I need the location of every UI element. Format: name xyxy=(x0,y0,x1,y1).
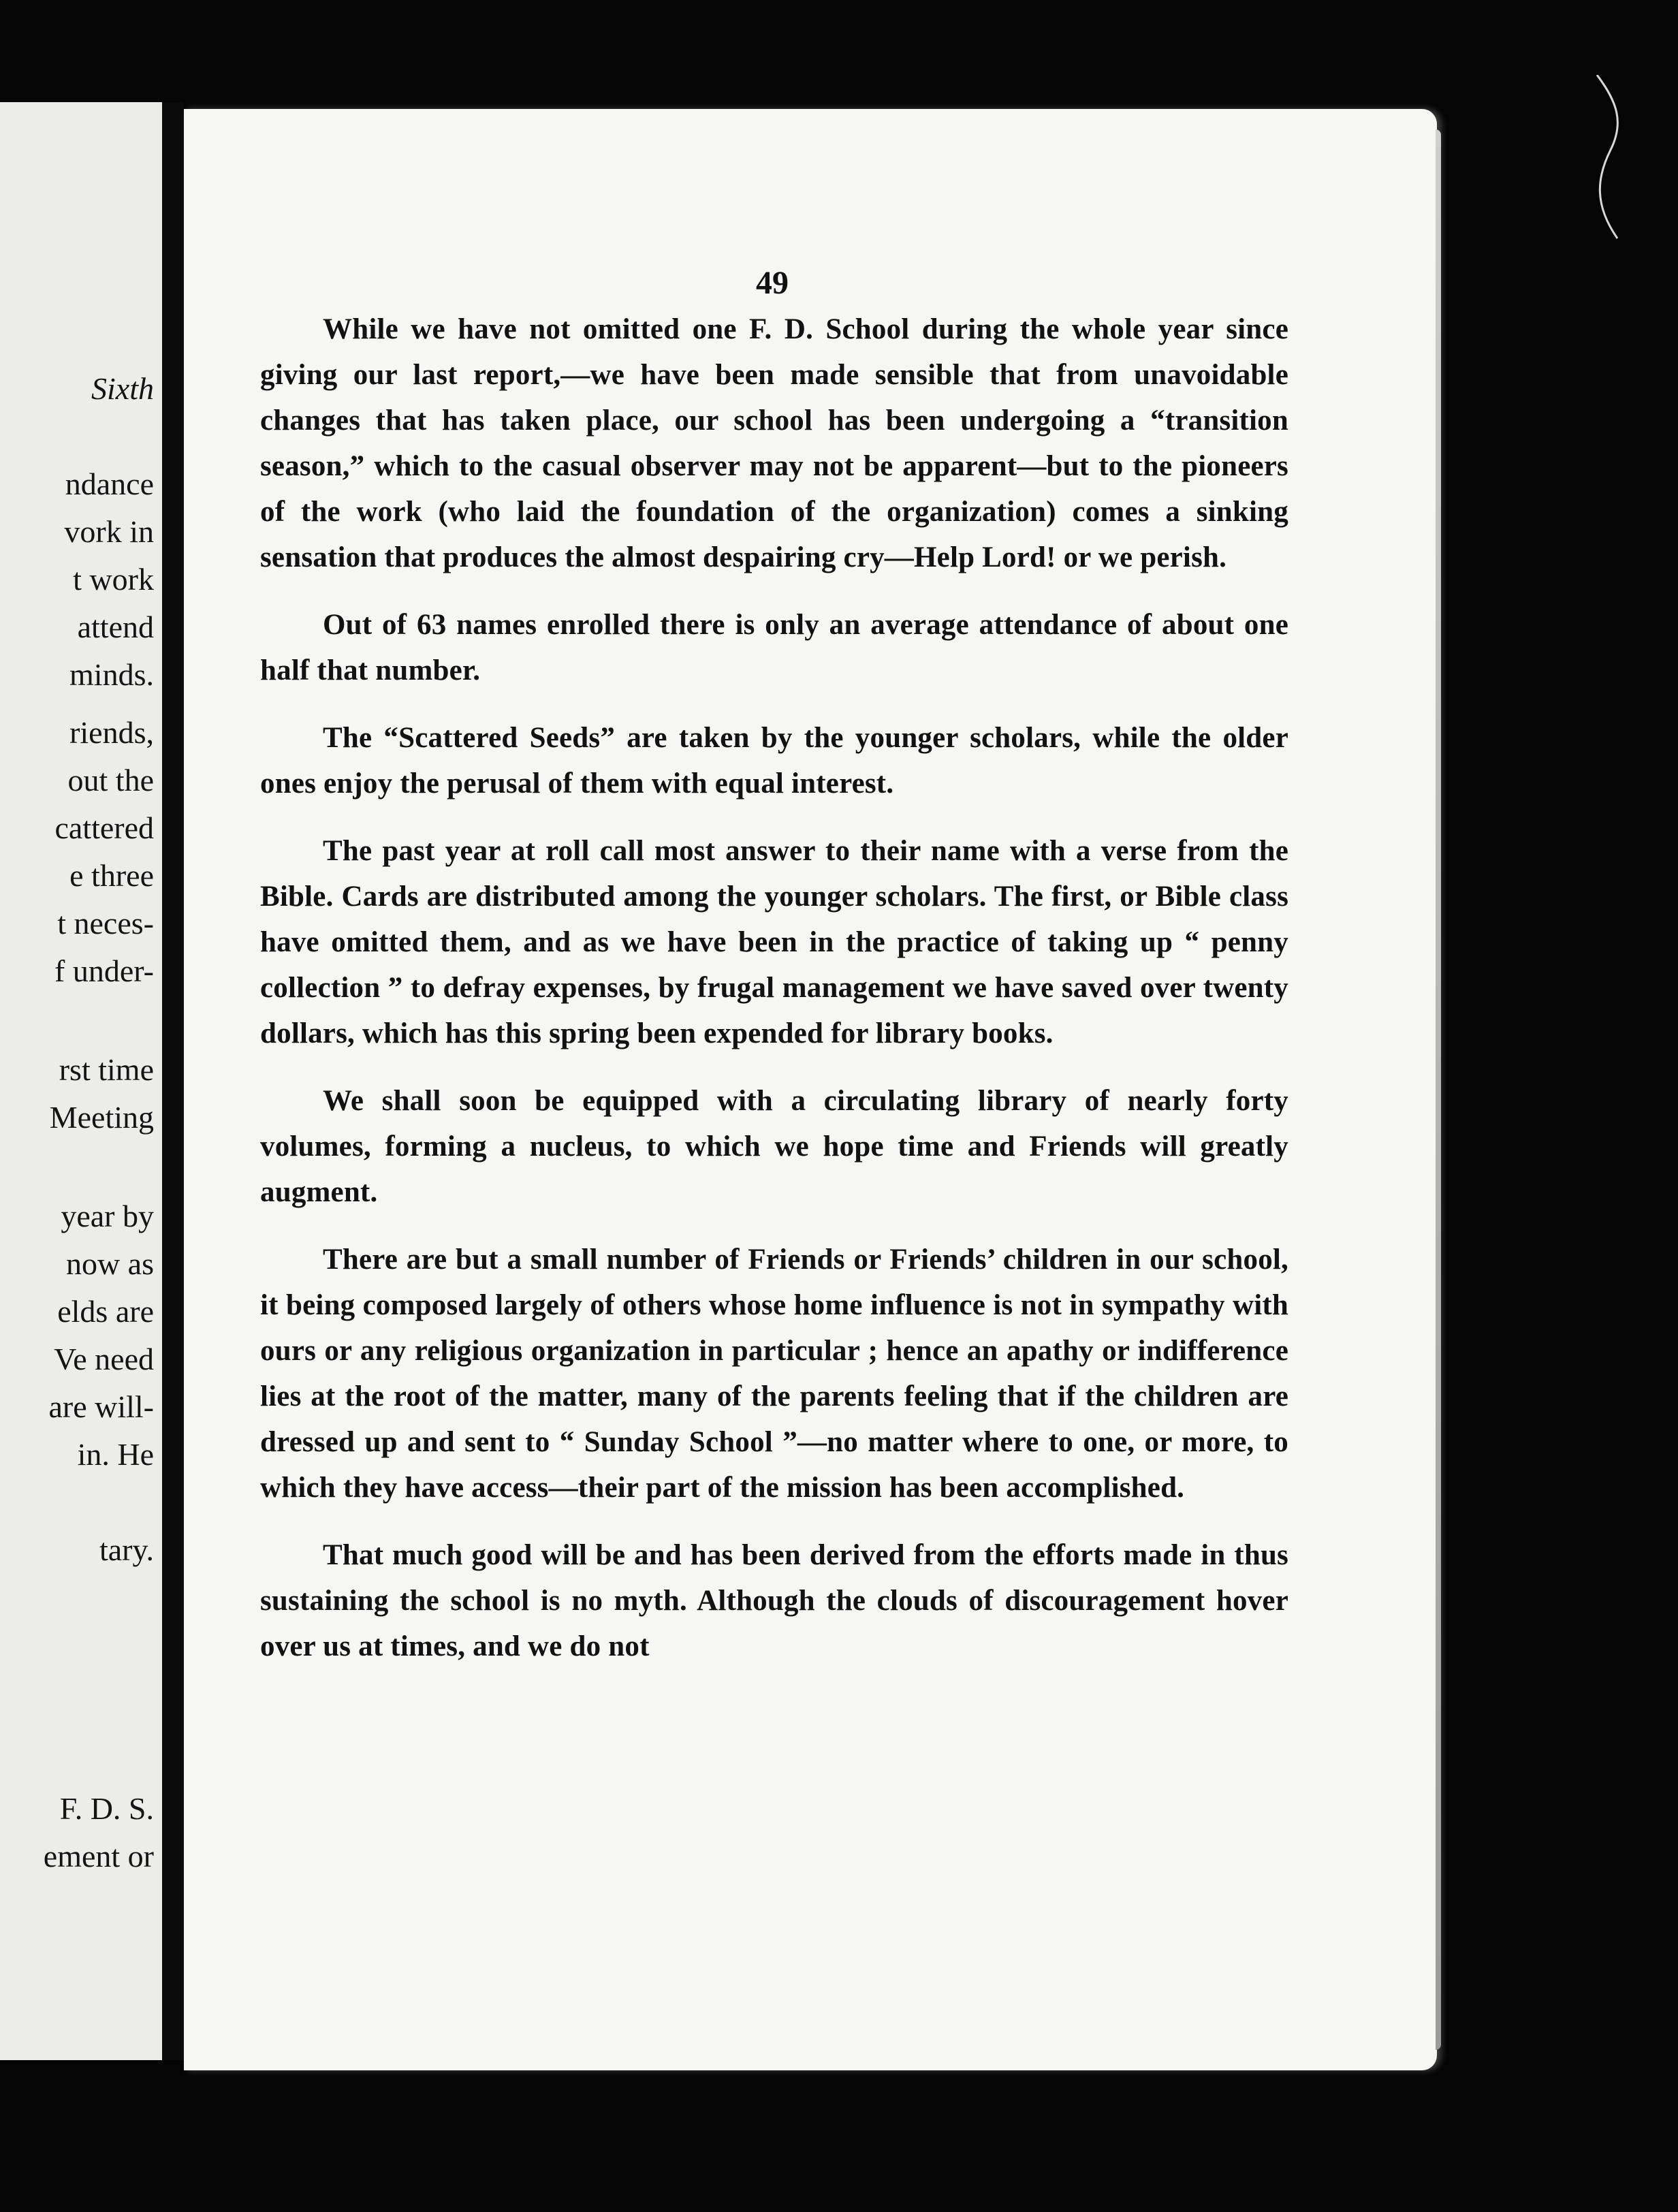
page-edge xyxy=(1436,129,1441,2050)
page-number: 49 xyxy=(756,265,789,301)
left-page-line: ndance xyxy=(65,467,154,501)
left-page-line: t work xyxy=(73,562,154,597)
left-page-line: are will- xyxy=(48,1389,154,1424)
paragraph: That much good will be and has been derived from the efforts made in thus sustaining the school is no myth. Although the clouds of discouragement hover over us at times, and we do not xyxy=(260,1539,1288,1662)
left-page-line: minds. xyxy=(69,657,154,692)
left-page-line: t neces- xyxy=(57,906,154,941)
left-page-line: elds are xyxy=(57,1294,154,1329)
paragraph: We shall soon be equipped with a circulating library of nearly forty volumes, forming a nucleus, to which we hope time and Friends will greatly augment. xyxy=(260,1085,1288,1208)
page-body-text xyxy=(260,306,1288,1691)
book-gutter xyxy=(162,102,184,2060)
left-page-line: ement or xyxy=(43,1839,154,1874)
left-page-line: Ve need xyxy=(54,1342,154,1376)
left-page-line: cattered xyxy=(54,810,154,845)
left-page-line: tary. xyxy=(99,1532,154,1567)
left-page-line: Sixth xyxy=(91,371,154,406)
left-page-line: riends, xyxy=(69,715,154,750)
left-page-line: vork in xyxy=(64,514,154,549)
left-page-line: year by xyxy=(61,1199,154,1233)
left-page-line: F. D. S. xyxy=(59,1791,154,1826)
paragraph: The past year at roll call most answer to their name with a verse from the Bible. Cards are distributed among the younger scholars. The first, or Bible class have omitted them, and as we have been in the practice of taking up “ penny collection ” to defray expenses, by frugal management we have saved over twenty dollars, which has this spring been expended for library books. xyxy=(260,835,1288,1049)
left-page-line: out the xyxy=(67,763,154,797)
paragraph: While we have not omitted one F. D. School during the whole year since giving our last report,—we have been made sensible that from unavoidable changes that has taken place, our school has been undergoing a “transition season,” which to the casual observer may not be apparent—but to the pioneers of the work (who laid the foundation of the organization) comes a sinking sensation that produces the almost despairing cry—Help Lord! or we perish. xyxy=(260,313,1288,573)
paragraph: There are but a small number of Friends or Friends’ children in our school, it being composed largely of others whose home influence is not in sympathy with ours or any religious organization in particular ; hence an apathy or indifference lies at the root of the matter, many of the parents feeling that if the children are dressed up and sent to “ Sunday School ”—no matter where to one, or more, to which they have access—their part of the mission has been accomplished. xyxy=(260,1244,1288,1504)
paragraph: The “Scattered Seeds” are taken by the younger scholars, while the older ones enjoy the perusal of them with equal interest. xyxy=(260,722,1288,800)
margin-scribble xyxy=(1590,75,1631,245)
left-page-line: attend xyxy=(77,610,154,644)
left-page-line: e three xyxy=(69,858,154,893)
left-page-line: rst time xyxy=(59,1052,154,1087)
left-page-line: Meeting xyxy=(49,1100,154,1135)
paragraph: Out of 63 names enrolled there is only an average attendance of about one half that number. xyxy=(260,609,1288,686)
left-page-line: now as xyxy=(65,1246,154,1281)
left-page-line: in. He xyxy=(77,1437,154,1472)
left-page-line: f under- xyxy=(54,953,154,988)
left-facing-page xyxy=(0,102,162,2060)
